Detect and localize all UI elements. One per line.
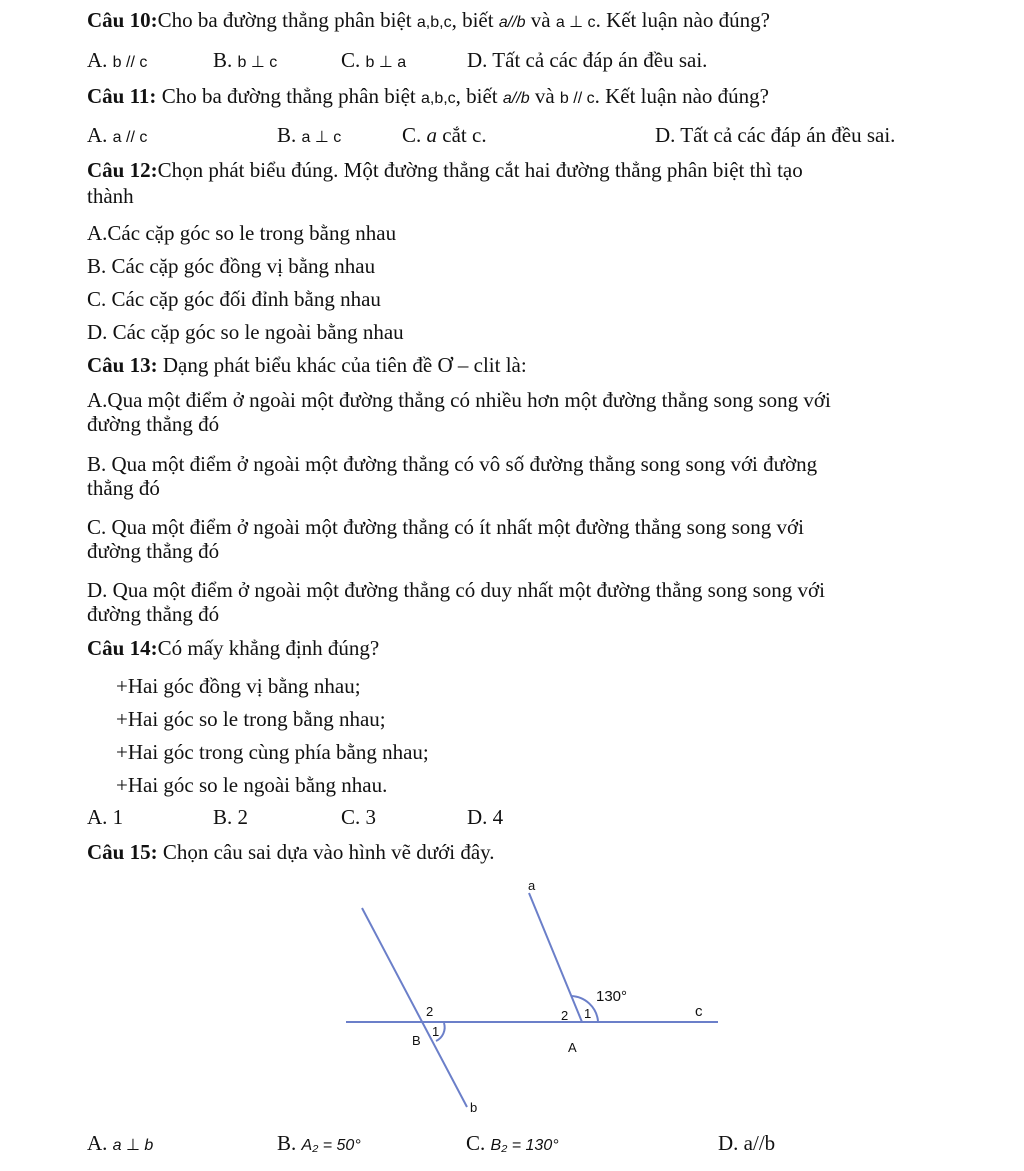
question-11-cond-2: b // c: [559, 90, 595, 107]
label-angle-b2: 2: [426, 1004, 434, 1019]
q10-option-c-prefix: C.: [341, 48, 366, 72]
q15-option-b[interactable]: [277, 1131, 361, 1158]
q14-statement-4: +Hai góc so le ngoài bằng nhau.: [116, 773, 388, 797]
q14-option-a[interactable]: A. 1: [87, 805, 124, 829]
label-angle-b1: 1: [432, 1024, 440, 1039]
q10-option-a-prefix: A.: [87, 48, 113, 72]
q15-option-a-math: a ⊥ b: [112, 1137, 154, 1154]
question-10-text-2: , biết: [451, 8, 499, 32]
q12-option-d[interactable]: D. Các cặp góc so le ngoài bằng nhau: [87, 320, 404, 344]
question-11-text-3: và: [529, 84, 560, 108]
q11-option-a-math: a // c: [112, 129, 148, 146]
q10-option-d-text: Tất cả các đáp án đều sai.: [492, 48, 708, 72]
question-11-vars: a,b,c: [420, 90, 456, 107]
question-11-text-1: Cho ba đường thẳng phân biệt: [156, 84, 421, 108]
q10-option-a-math: b // c: [112, 54, 148, 71]
question-10-cond-2: a ⊥ c: [555, 14, 596, 31]
q12-option-c[interactable]: C. Các cặp góc đối đỉnh bằng nhau: [87, 287, 381, 311]
question-10-text-1: Cho ba đường thẳng phân biệt: [157, 8, 417, 32]
label-point-A: A: [568, 1040, 577, 1055]
q15-option-d-math: a//b: [743, 1131, 776, 1155]
line-b: [362, 908, 467, 1107]
q14-option-d[interactable]: D. 4: [467, 805, 504, 829]
q15-option-a-prefix: A.: [87, 1131, 113, 1155]
q11-option-a-prefix: A.: [87, 123, 113, 147]
q15-option-b-math: A₂ = 50°: [301, 1137, 361, 1154]
q11-option-c-text: cắt c.: [437, 123, 487, 147]
q15-option-a[interactable]: [87, 1131, 153, 1158]
question-11-text-4: . Kết luận nào đúng?: [594, 84, 769, 108]
question-12-line-1: Chọn phát biểu đúng. Một đường thẳng cắt hai đường thẳng phân biệt thì tạo: [157, 158, 803, 182]
q13-option-b-line-1: B. Qua một điểm ở ngoài một đường thẳng có vô số đường thẳng song song với đường: [87, 452, 818, 476]
q14-statement-2: +Hai góc so le trong bằng nhau;: [116, 707, 386, 731]
q15-option-c-math: B₂ = 130°: [490, 1137, 559, 1154]
label-point-B: B: [412, 1033, 421, 1048]
q14-option-b[interactable]: B. 2: [213, 805, 249, 829]
q12-option-a[interactable]: A.Các cặp góc so le trong bằng nhau: [87, 221, 397, 245]
question-12-label: Câu 12:: [87, 158, 158, 182]
question-10-text-3: và: [525, 8, 556, 32]
q10-option-b-prefix: B.: [213, 48, 238, 72]
q13-option-a-line-2: đường thẳng đó: [87, 412, 220, 436]
line-a: [529, 893, 582, 1022]
q15-option-b-prefix: B.: [277, 1131, 302, 1155]
q13-option-c-line-2: đường thẳng đó: [87, 539, 220, 563]
question-15-text: Chọn câu sai dựa vào hình vẽ dưới đây.: [157, 840, 495, 864]
q14-option-c[interactable]: C. 3: [341, 805, 377, 829]
question-13-text: Dạng phát biểu khác của tiên đề Ơ – clit là:: [157, 353, 527, 377]
question-11-label: Câu 11:: [87, 84, 157, 108]
question-14-text: Có mấy khẳng định đúng?: [157, 636, 380, 660]
q13-option-b-line-2: thẳng đó: [87, 476, 160, 500]
q12-option-b[interactable]: B. Các cặp góc đồng vị bằng nhau: [87, 254, 376, 278]
label-angle-a2: 2: [561, 1008, 569, 1023]
label-c: c: [695, 1003, 703, 1020]
q15-option-c-prefix: C.: [466, 1131, 491, 1155]
q10-option-d-prefix: D.: [467, 48, 493, 72]
q14-statement-3: +Hai góc trong cùng phía bằng nhau;: [116, 740, 429, 764]
q13-option-c-line-1: C. Qua một điểm ở ngoài một đường thẳng có ít nhất một đường thẳng song song với: [87, 515, 804, 539]
label-angle-130: 130°: [596, 988, 628, 1005]
q11-option-d-text: Tất cả các đáp án đều sai.: [680, 123, 896, 147]
q13-option-d-line-1: D. Qua một điểm ở ngoài một đường thẳng có duy nhất một đường thẳng song song với: [87, 578, 825, 602]
q15-option-d-prefix: D.: [718, 1131, 744, 1155]
label-b: b: [470, 1100, 478, 1115]
question-10-cond-1: a//b: [498, 14, 526, 31]
q11-option-b-math: a ⊥ c: [301, 129, 342, 146]
question-14-label: Câu 14:: [87, 636, 158, 660]
q14-statement-1: +Hai góc đồng vị bằng nhau;: [116, 674, 361, 698]
question-15-label: Câu 15:: [87, 840, 158, 864]
q15-option-c[interactable]: [466, 1131, 559, 1158]
question-10-vars: a,b,c: [416, 14, 452, 31]
q15-option-d[interactable]: [718, 1131, 775, 1155]
q13-option-a-line-1: A.Qua một điểm ở ngoài một đường thẳng có nhiều hơn một đường thẳng song song với: [87, 388, 831, 412]
q13-option-d-line-2: đường thẳng đó: [87, 602, 220, 626]
label-angle-a1: 1: [584, 1006, 592, 1021]
question-11-cond-1: a//b: [502, 90, 530, 107]
question-11-text-2: , biết: [455, 84, 503, 108]
q11-option-c-math: a: [426, 123, 438, 147]
q11-option-b-prefix: B.: [277, 123, 302, 147]
label-a: a: [528, 878, 536, 893]
q10-option-c-math: b ⊥ a: [365, 54, 407, 71]
q10-option-b-math: b ⊥ c: [237, 54, 278, 71]
question-10-text-4: . Kết luận nào đúng?: [595, 8, 770, 32]
question-13-label: Câu 13:: [87, 353, 158, 377]
q11-option-c-prefix: C.: [402, 123, 427, 147]
q11-option-d-prefix: D.: [655, 123, 681, 147]
question-10-label: Câu 10:: [87, 8, 158, 32]
question-12-line-2: thành: [87, 184, 134, 208]
